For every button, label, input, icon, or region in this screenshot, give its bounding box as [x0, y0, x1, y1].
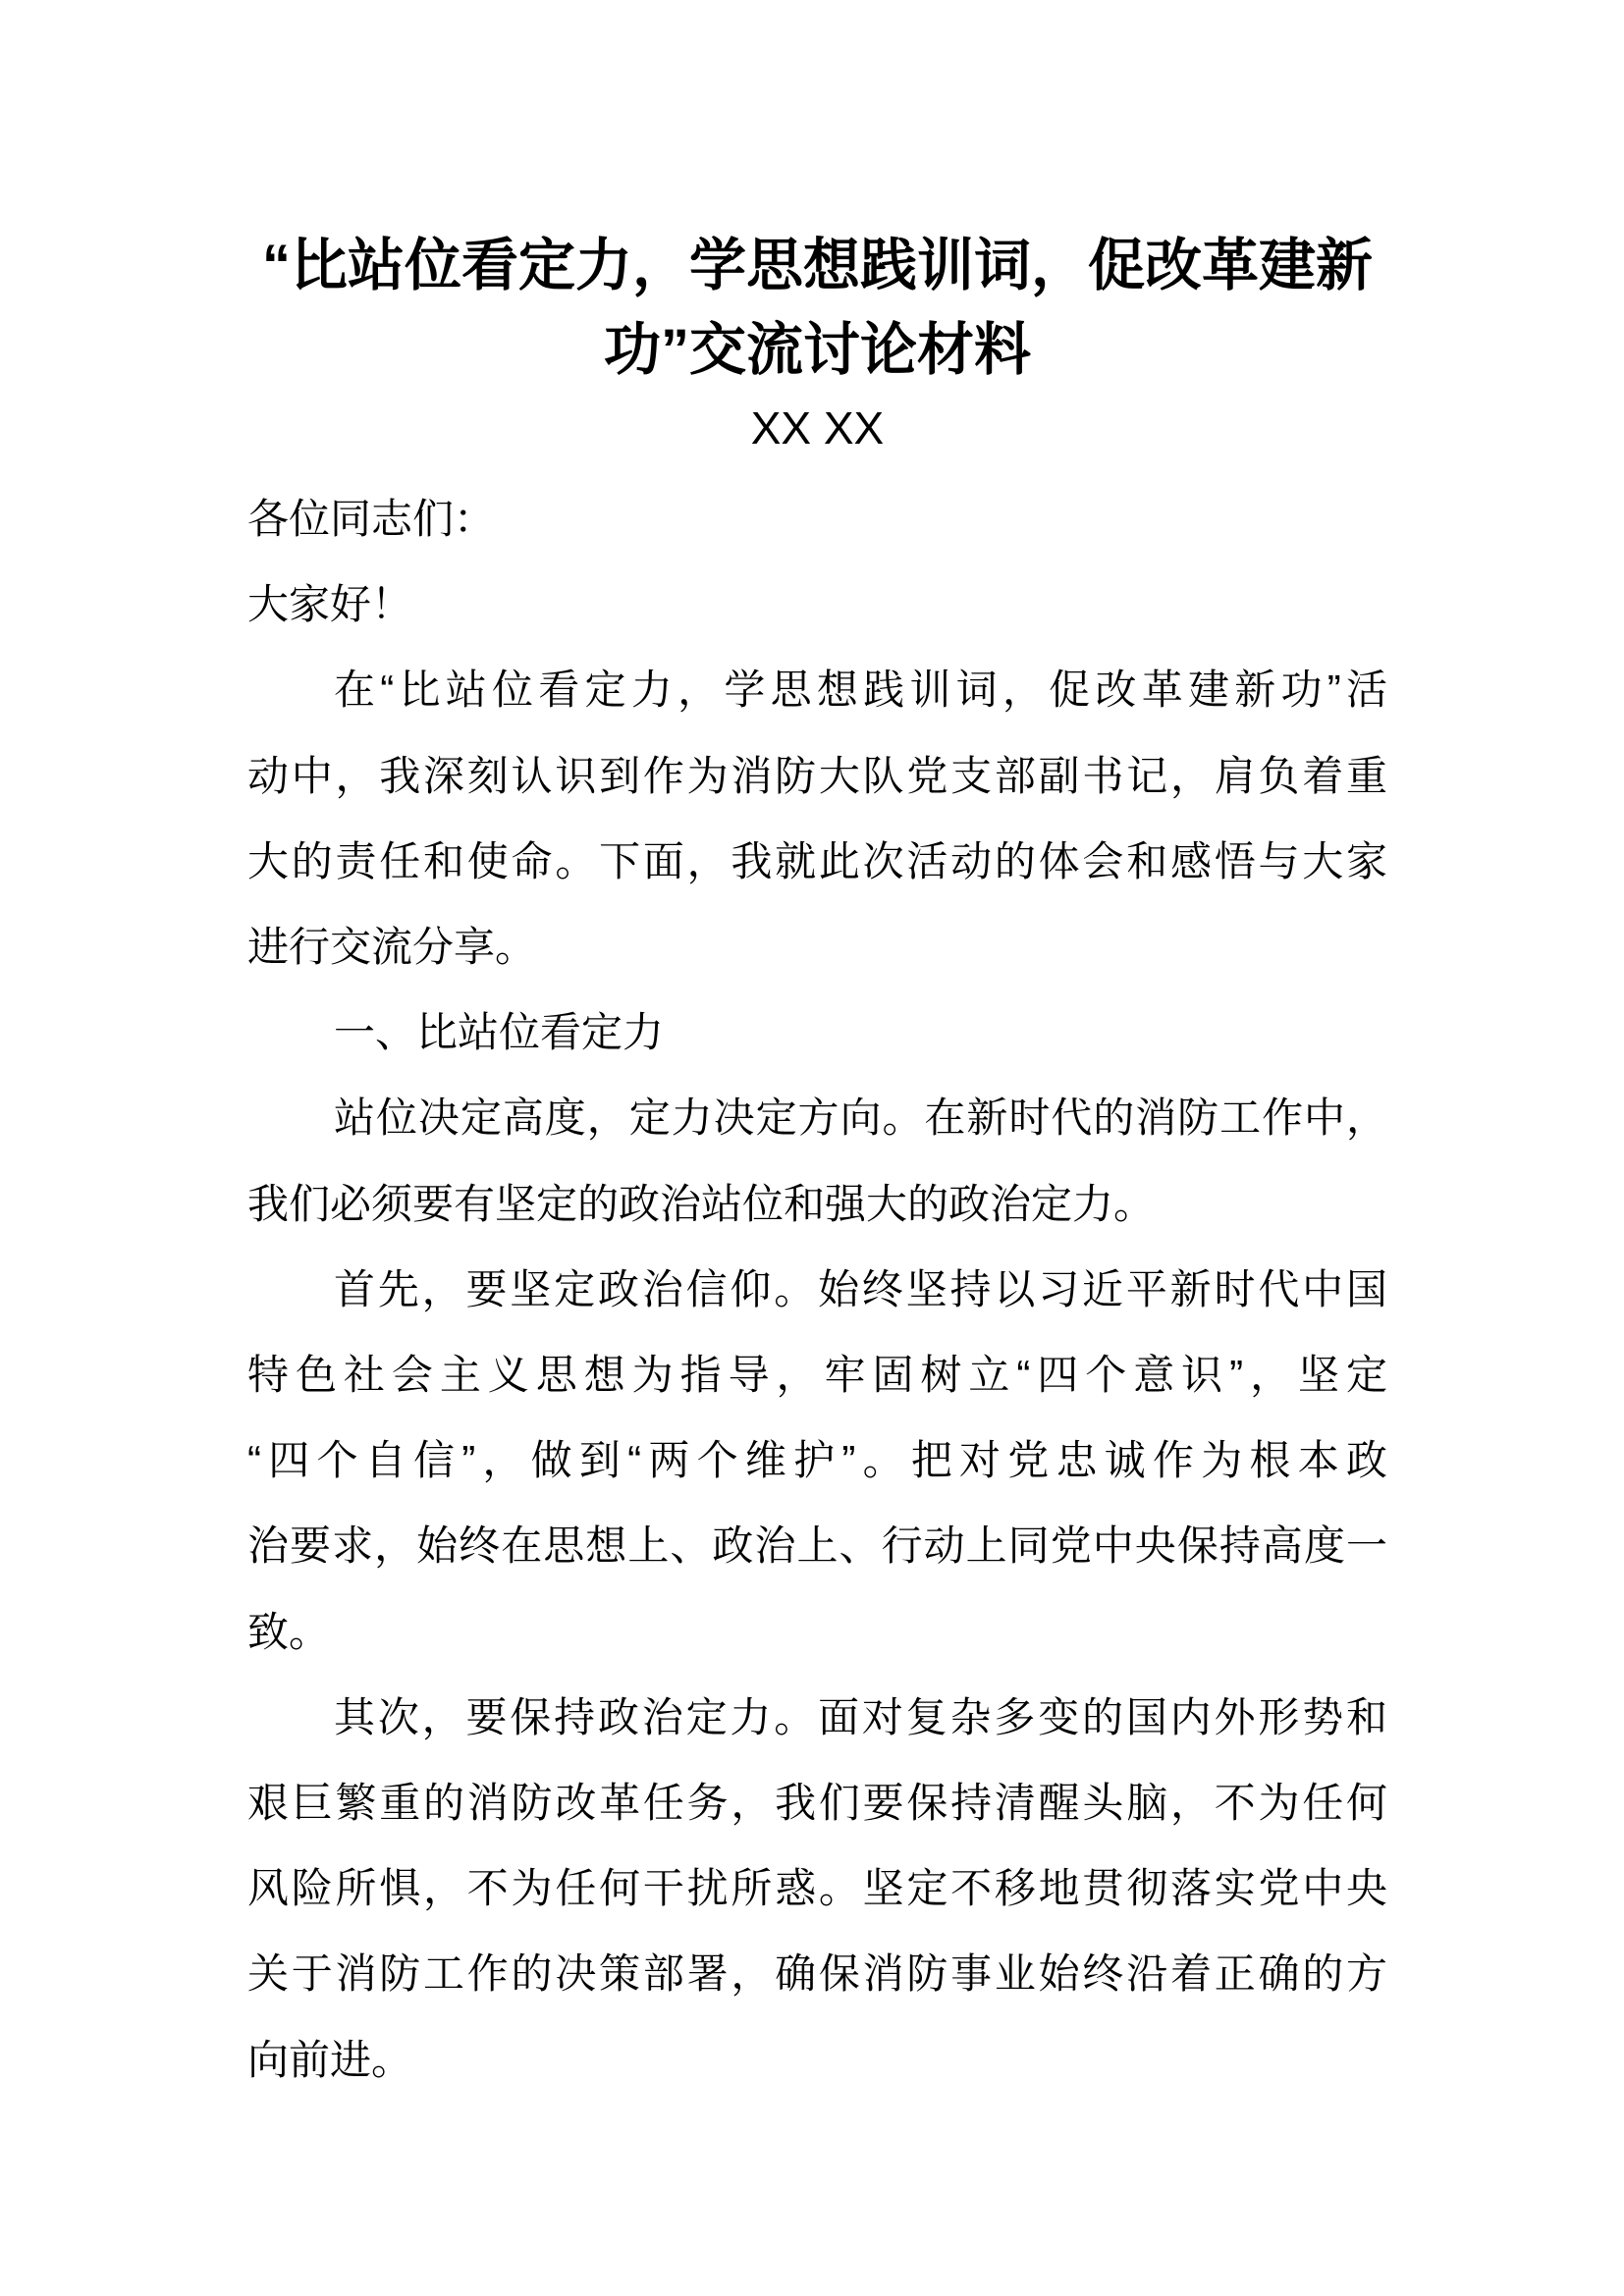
section-heading: 一、比站位看定力 [334, 1009, 665, 1055]
paragraph-line: 动中，我深刻认识到作为消防大队党支部副书记，肩负着重 [247, 753, 1387, 799]
paragraph-line: 在“比站位看定力，学思想践训词，促改革建新功”活 [334, 667, 1387, 713]
document-title-line-1: “比站位看定力，学思想践训词，促改革建新 [261, 234, 1373, 297]
paragraph-line: 首先，要坚定政治信仰。始终坚持以习近平新时代中国 [334, 1266, 1387, 1312]
paragraph-line: 特色社会主义思想为指导，牢固树立“四个意识”，坚定 [247, 1352, 1387, 1398]
paragraph-line: 致。 [247, 1609, 331, 1655]
paragraph-line: 其次，要保持政治定力。面对复杂多变的国内外形势和 [334, 1694, 1387, 1740]
paragraph-line: 艰巨繁重的消防改革任务，我们要保持清醒头脑，不为任何 [247, 1780, 1387, 1826]
document-author: XX XX [750, 402, 885, 454]
greeting-line: 各位同志们： [247, 496, 496, 542]
paragraph-line: 大的责任和使命。下面，我就此次活动的体会和感悟与大家 [247, 838, 1387, 884]
paragraph-line: 关于消防工作的决策部署，确保消防事业始终沿着正确的方 [247, 1950, 1387, 1997]
paragraph-line: 治要求，始终在思想上、政治上、行动上同党中央保持高度一 [247, 1522, 1387, 1569]
greeting-line: 大家好！ [247, 581, 413, 627]
paragraph-line: 向前进。 [247, 2037, 413, 2083]
document-title-line-2: 功”交流讨论材料 [603, 318, 1031, 382]
paragraph-line: 风险所惧，不为任何干扰所惑。坚定不移地贯彻落实党中央 [247, 1865, 1387, 1911]
paragraph-line: 我们必须要有坚定的政治站位和强大的政治定力。 [247, 1181, 1156, 1227]
paragraph-line: “四个自信”，做到“两个维护”。把对党忠诚作为根本政 [247, 1437, 1387, 1483]
paragraph-line: 进行交流分享。 [247, 924, 537, 970]
paragraph-line: 站位决定高度，定力决定方向。在新时代的消防工作中， [334, 1095, 1387, 1141]
